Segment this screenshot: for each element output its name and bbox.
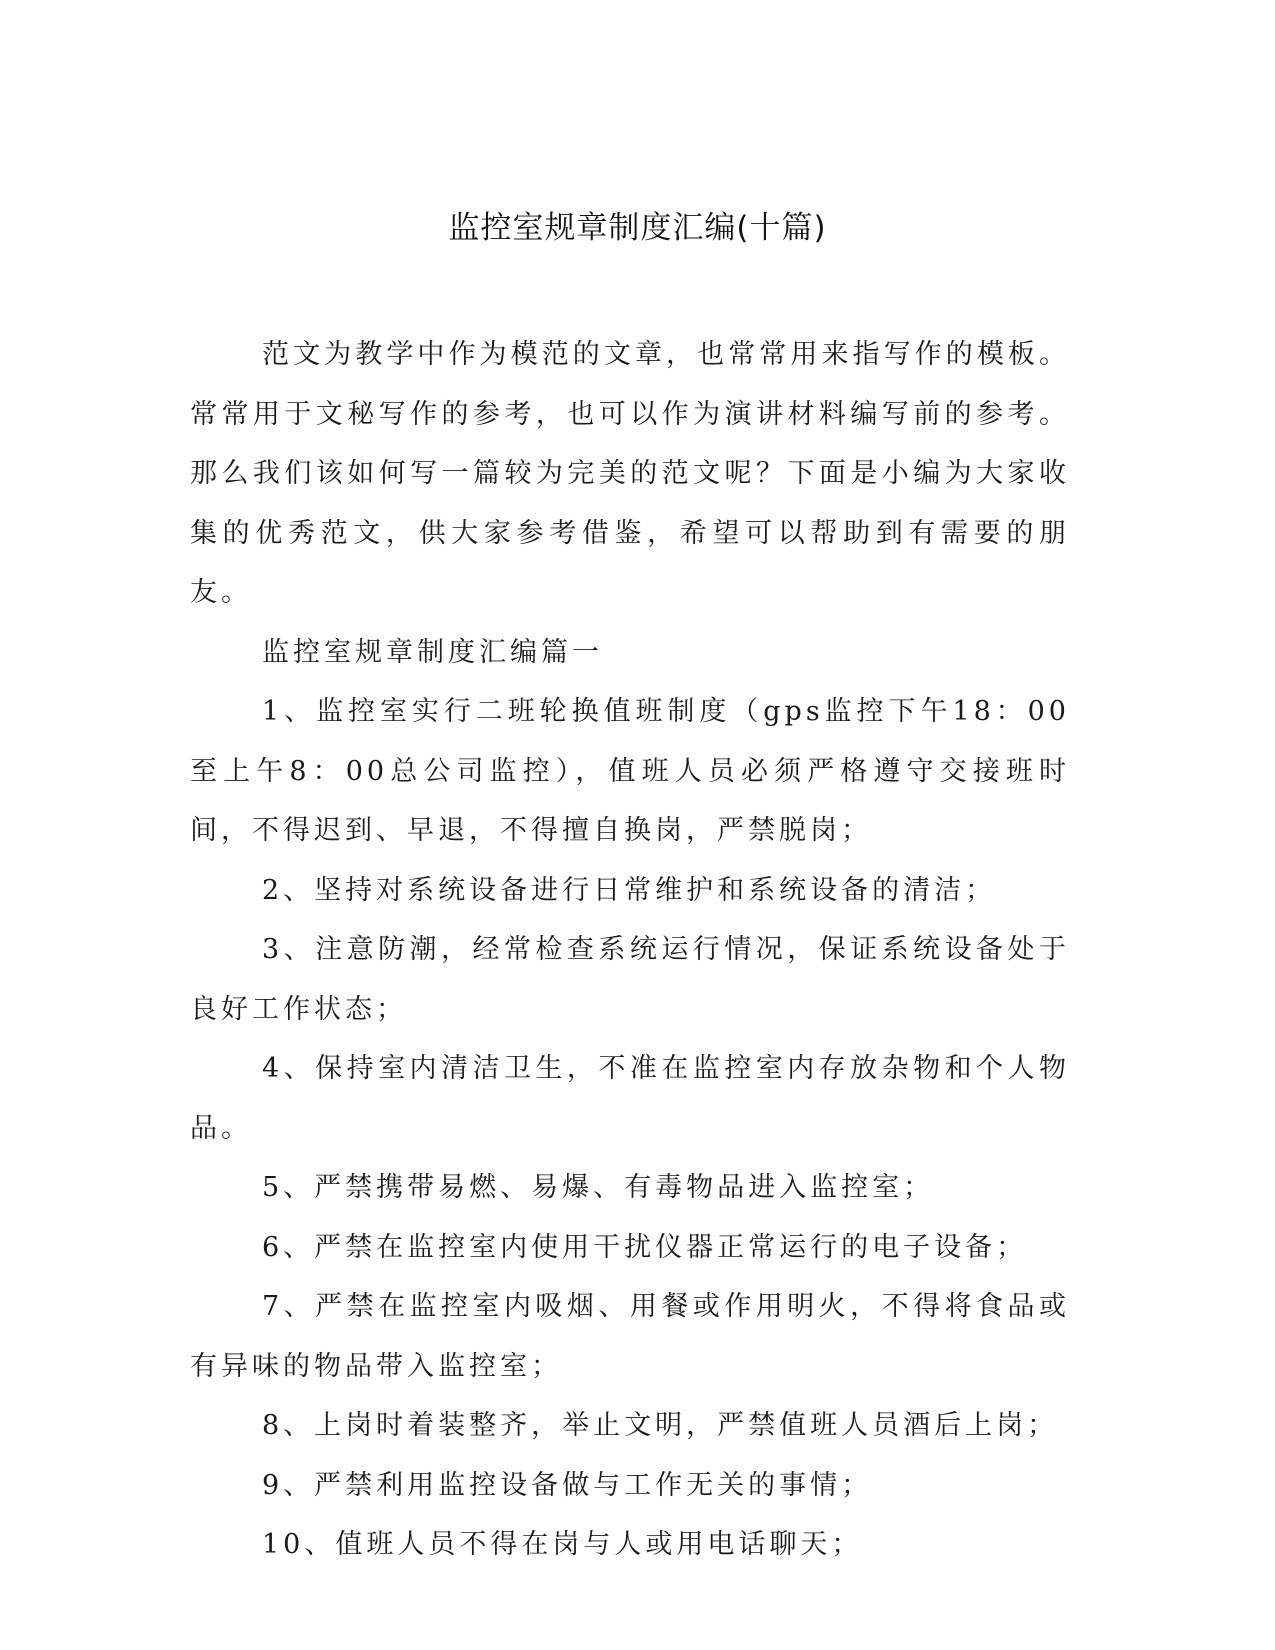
rule-item-4: 4、保持室内清洁卫生，不准在监控室内存放杂物和个人物品。 [190,1053,1070,1144]
document-title: 监控室规章制度汇编(十篇) [448,210,827,246]
rule-item-7: 7、严禁在监控室内吸烟、用餐或作用明火，不得将食品或有异味的物品带入监控室； [190,1291,1070,1382]
rule-item-1: 1、监控室实行二班轮换值班制度（gps监控下午18：00至上午8：00总公司监控），值班人员必须严格遵守交接班时间，不得迟到、早退，不得擅自换岗，严禁脱岗； [190,696,1070,846]
rule-item-10: 10、值班人员不得在岗与人或用电话聊天； [262,1529,863,1560]
rule-item-5: 5、严禁携带易燃、易爆、有毒物品进入监控室； [262,1172,935,1203]
rule-item-8: 8、上岗时着装整齐，举止文明，严禁值班人员酒后上岗； [262,1410,1059,1441]
rule-item-3: 3、注意防潮，经常检查系统运行情况，保证系统设备处于良好工作状态； [190,934,1070,1025]
rule-item-2: 2、坚持对系统设备进行日常维护和系统设备的清洁； [262,874,997,906]
rule-item-6: 6、严禁在监控室内使用干扰仪器正常运行的电子设备； [262,1231,1028,1263]
intro-paragraph: 范文为教学中作为模范的文章，也常常用来指写作的模板。常常用于文秘写作的参考，也可以作为演讲材料编写前的参考。那么我们该如何写一篇较为完美的范文呢？下面是小编为大家收集的优秀范文，供大家参考借鉴，希望可以帮助到有需要的朋友。 [190,339,1070,608]
section-heading: 监控室规章制度汇编篇一 [262,636,603,668]
document-body [190,325,1070,1575]
rule-item-9: 9、严禁利用监控设备做与工作无关的事情； [262,1469,873,1501]
